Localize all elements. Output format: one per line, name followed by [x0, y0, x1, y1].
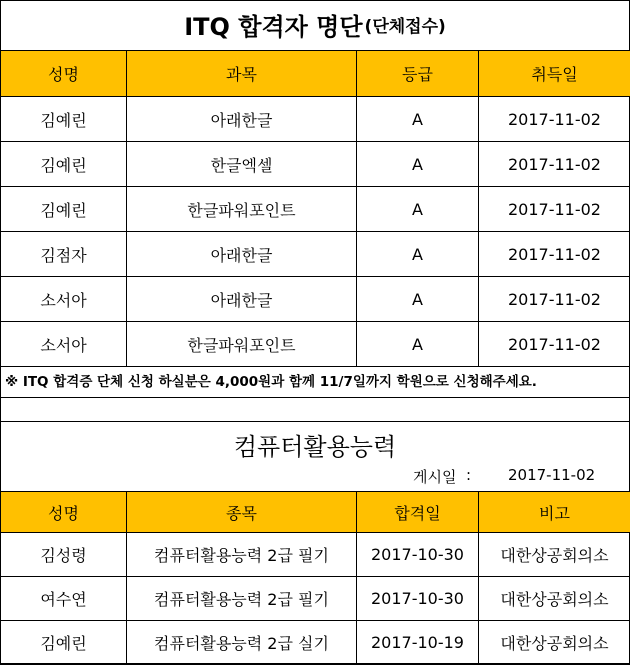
table-row: [1, 533, 630, 577]
table-row: [1, 577, 630, 621]
cell-subject: 아래한글: [127, 232, 357, 277]
cell-name: 소서아: [1, 277, 127, 322]
computer-header-row: [1, 492, 630, 533]
table-row: [1, 232, 630, 277]
cell-date: 2017-11-02: [479, 142, 630, 187]
cell-grade: A: [357, 277, 479, 322]
cell-name: 김점자: [1, 232, 127, 277]
header-remarks: 비고: [479, 492, 630, 533]
cell-date: 2017-11-02: [479, 187, 630, 232]
cell-date: 2017-11-02: [479, 277, 630, 322]
cell-grade: A: [357, 232, 479, 277]
header-date: 취득일: [479, 51, 630, 97]
cell-name: 김예린: [1, 97, 127, 142]
itq-header-row: [1, 51, 630, 97]
itq-title-sub: (단체접수): [365, 12, 446, 37]
cell-name: 김예린: [1, 187, 127, 232]
header-subject: 과목: [127, 51, 357, 97]
table-row: [1, 142, 630, 187]
itq-title-main: ITQ 합격자 명단: [184, 7, 362, 42]
section-divider: [0, 421, 630, 422]
cell-grade: A: [357, 142, 479, 187]
cell-date: 2017-11-02: [479, 97, 630, 142]
cell-remarks: 대한상공회의소: [479, 533, 630, 577]
cell-name: 여수연: [1, 577, 127, 621]
cell-pass-date: 2017-10-30: [357, 577, 479, 621]
computer-title: 컴퓨터활용능력: [0, 424, 630, 464]
cell-category: 컴퓨터활용능력 2급 필기: [127, 533, 357, 577]
itq-title: [0, 0, 630, 48]
cell-category: 컴퓨터활용능력 2급 실기: [127, 621, 357, 665]
header-pass-date: 합격일: [357, 492, 479, 533]
cell-subject: 한글파워포인트: [127, 322, 357, 367]
cell-pass-date: 2017-10-19: [357, 621, 479, 665]
section-divider: [0, 397, 630, 398]
cell-name: 김성령: [1, 533, 127, 577]
cell-grade: A: [357, 187, 479, 232]
cell-subject: 한글파워포인트: [127, 187, 357, 232]
posted-colon: :: [466, 466, 471, 484]
cell-category: 컴퓨터활용능력 2급 필기: [127, 577, 357, 621]
posted-date: 2017-11-02: [508, 466, 595, 484]
cell-remarks: 대한상공회의소: [479, 621, 630, 665]
cell-grade: A: [357, 97, 479, 142]
posted-label: 게시일: [413, 466, 456, 487]
header-grade: 등급: [357, 51, 479, 97]
cell-grade: A: [357, 322, 479, 367]
table-row: [1, 97, 630, 142]
header-name: 성명: [1, 51, 127, 97]
table-row: [1, 621, 630, 665]
table-row: [1, 322, 630, 367]
cell-date: 2017-11-02: [479, 232, 630, 277]
cell-name: 김예린: [1, 621, 127, 665]
cell-subject: 한글엑셀: [127, 142, 357, 187]
cell-remarks: 대한상공회의소: [479, 577, 630, 621]
cell-subject: 아래한글: [127, 97, 357, 142]
itq-notice: ※ ITQ 합격증 단체 신청 하실분은 4,000원과 함께 11/7일까지 학원으로 신청해주세요.: [5, 370, 537, 390]
itq-table: [0, 50, 630, 367]
cell-subject: 아래한글: [127, 277, 357, 322]
cell-pass-date: 2017-10-30: [357, 533, 479, 577]
computer-table: [0, 491, 630, 665]
table-row: [1, 277, 630, 322]
header-name: 성명: [1, 492, 127, 533]
cell-name: 김예린: [1, 142, 127, 187]
header-category: 종목: [127, 492, 357, 533]
table-row: [1, 187, 630, 232]
cell-name: 소서아: [1, 322, 127, 367]
cell-date: 2017-11-02: [479, 322, 630, 367]
